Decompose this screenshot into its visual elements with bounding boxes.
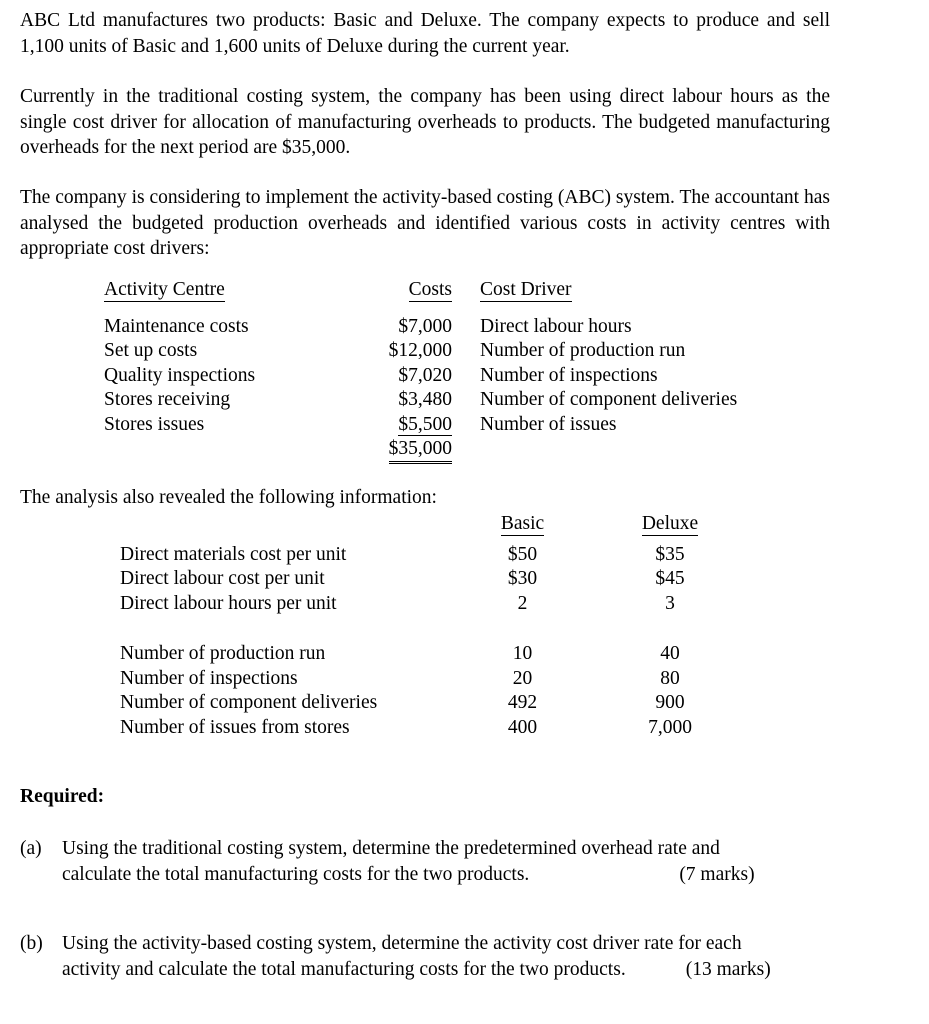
cell-cost: $3,480	[398, 389, 452, 410]
cell-label: Number of production run	[120, 643, 326, 664]
cell-deluxe: $45	[655, 568, 685, 589]
table-row	[120, 592, 745, 617]
paragraph-traditional-costing: Currently in the traditional costing system, the company has been using direct labour hours as the single cost driver for allocation of manufacturing overheads to products. The budgeted manufacturing overheads for the next period are $35,000.	[20, 86, 830, 158]
header-cost-driver	[462, 278, 737, 315]
table-row	[120, 667, 745, 692]
header-basic-label: Basic	[500, 513, 545, 534]
required-heading: Required:	[20, 786, 105, 807]
table-row	[104, 315, 737, 340]
header-cost-driver-label: Cost Driver	[480, 279, 572, 300]
table-total-row	[104, 437, 737, 464]
table-row	[120, 567, 745, 592]
marks-label-b: (13 marks)	[685, 958, 771, 980]
question-body-b	[62, 931, 850, 982]
cell-cost: $7,000	[398, 315, 452, 337]
spacer-cell	[450, 616, 595, 642]
cell-label: Number of component deliveries	[120, 692, 378, 713]
cell-cost-driver: Number of production run	[480, 340, 686, 361]
activity-centre-table	[104, 278, 737, 464]
paragraph-analysis-lead: The analysis also revealed the following information:	[20, 487, 437, 508]
table-row	[120, 716, 745, 741]
cell-cost-driver: Number of inspections	[480, 364, 658, 386]
header-costs-label: Costs	[408, 279, 452, 300]
question-text-a-line2: calculate the total manufacturing costs for the two products.	[62, 863, 530, 885]
cell-label: Number of inspections	[120, 667, 298, 689]
paragraph-intro: ABC Ltd manufactures two products: Basic and Deluxe. The company expects to produce and sell 1,100 units of Basic and 1,600 units of Deluxe during the current year.	[20, 10, 830, 57]
question-lastline-a	[62, 862, 850, 888]
cell-deluxe: 40	[660, 643, 680, 664]
cell-cost-subtotal	[334, 413, 462, 438]
table-row	[104, 364, 737, 389]
question-text-a-line1: Using the traditional costing system, determine the predetermined overhead rate and	[62, 838, 720, 859]
cell-deluxe: 3	[665, 592, 675, 614]
cell-basic: $50	[507, 543, 538, 565]
cell-total-value: $35,000	[389, 438, 452, 464]
cell-cost-driver: Direct labour hours	[480, 315, 632, 337]
spacer-cell	[120, 616, 450, 642]
cell-cost: $12,000	[388, 340, 452, 361]
question-text-b-line2: activity and calculate the total manufacturing costs for the two products.	[62, 958, 626, 980]
paragraph-abc-system: The company is considering to implement the activity-based costing (ABC) system. The accountant has analysed the budgeted production overheads and identified various costs in activity centres with appropriate cost drivers:	[20, 187, 830, 259]
cell-activity-centre: Stores issues	[104, 413, 205, 435]
cell-cost: $7,020	[398, 364, 452, 386]
cell-basic: $30	[507, 568, 538, 589]
header-basic	[450, 512, 595, 543]
table-header-row	[120, 512, 745, 543]
cell-total	[334, 437, 462, 464]
marks-label-a: (7 marks)	[679, 863, 755, 885]
cell-label: Direct labour cost per unit	[120, 568, 325, 589]
question-item-a	[20, 836, 850, 887]
question-body-a	[62, 836, 850, 887]
cell-label: Direct materials cost per unit	[120, 543, 347, 565]
cell-basic: 20	[512, 667, 533, 689]
cell-deluxe: 900	[655, 692, 685, 713]
cell-cost-driver: Number of component deliveries	[480, 389, 738, 410]
question-text-b-line1: Using the activity-based costing system, determine the activity cost driver rate for each	[62, 933, 742, 954]
cell-deluxe: 80	[660, 667, 680, 689]
cell-deluxe: $35	[655, 543, 685, 565]
header-costs	[334, 278, 462, 315]
cell-cost-driver: Number of issues	[480, 413, 617, 435]
table-row	[120, 543, 745, 568]
product-data-table	[120, 512, 745, 740]
header-deluxe-label: Deluxe	[641, 513, 699, 534]
cell-basic: 10	[512, 643, 533, 664]
cell-total-driver-blank	[462, 437, 737, 464]
question-marker-a: (a)	[20, 838, 42, 859]
table-row	[120, 691, 745, 716]
question-marker-b: (b)	[20, 933, 43, 954]
cell-basic: 400	[507, 716, 538, 738]
cell-basic: 492	[507, 692, 538, 713]
question-lastline-b	[62, 957, 850, 983]
cell-cost-subtotal-value: $5,500	[398, 413, 452, 435]
table-header-row	[104, 278, 737, 315]
header-activity-centre-label: Activity Centre	[104, 279, 225, 300]
cell-activity-centre: Quality inspections	[104, 364, 256, 386]
cell-label: Number of issues from stores	[120, 716, 350, 738]
spacer-cell	[595, 616, 745, 642]
table-row	[104, 339, 737, 364]
table-row	[104, 413, 737, 438]
table-row	[104, 388, 737, 413]
cell-basic: 2	[517, 592, 528, 614]
header-activity-centre	[104, 278, 334, 315]
cell-deluxe: 7,000	[648, 716, 692, 738]
table-row	[120, 642, 745, 667]
table-group-spacer	[120, 616, 745, 642]
header-deluxe	[595, 512, 745, 543]
cell-activity-centre: Maintenance costs	[104, 315, 249, 337]
cell-label: Direct labour hours per unit	[120, 592, 337, 614]
question-item-b	[20, 931, 850, 982]
header-blank	[120, 512, 450, 543]
cell-activity-centre: Stores receiving	[104, 389, 231, 410]
cell-activity-centre: Set up costs	[104, 340, 198, 361]
cell-total-blank	[104, 437, 334, 464]
